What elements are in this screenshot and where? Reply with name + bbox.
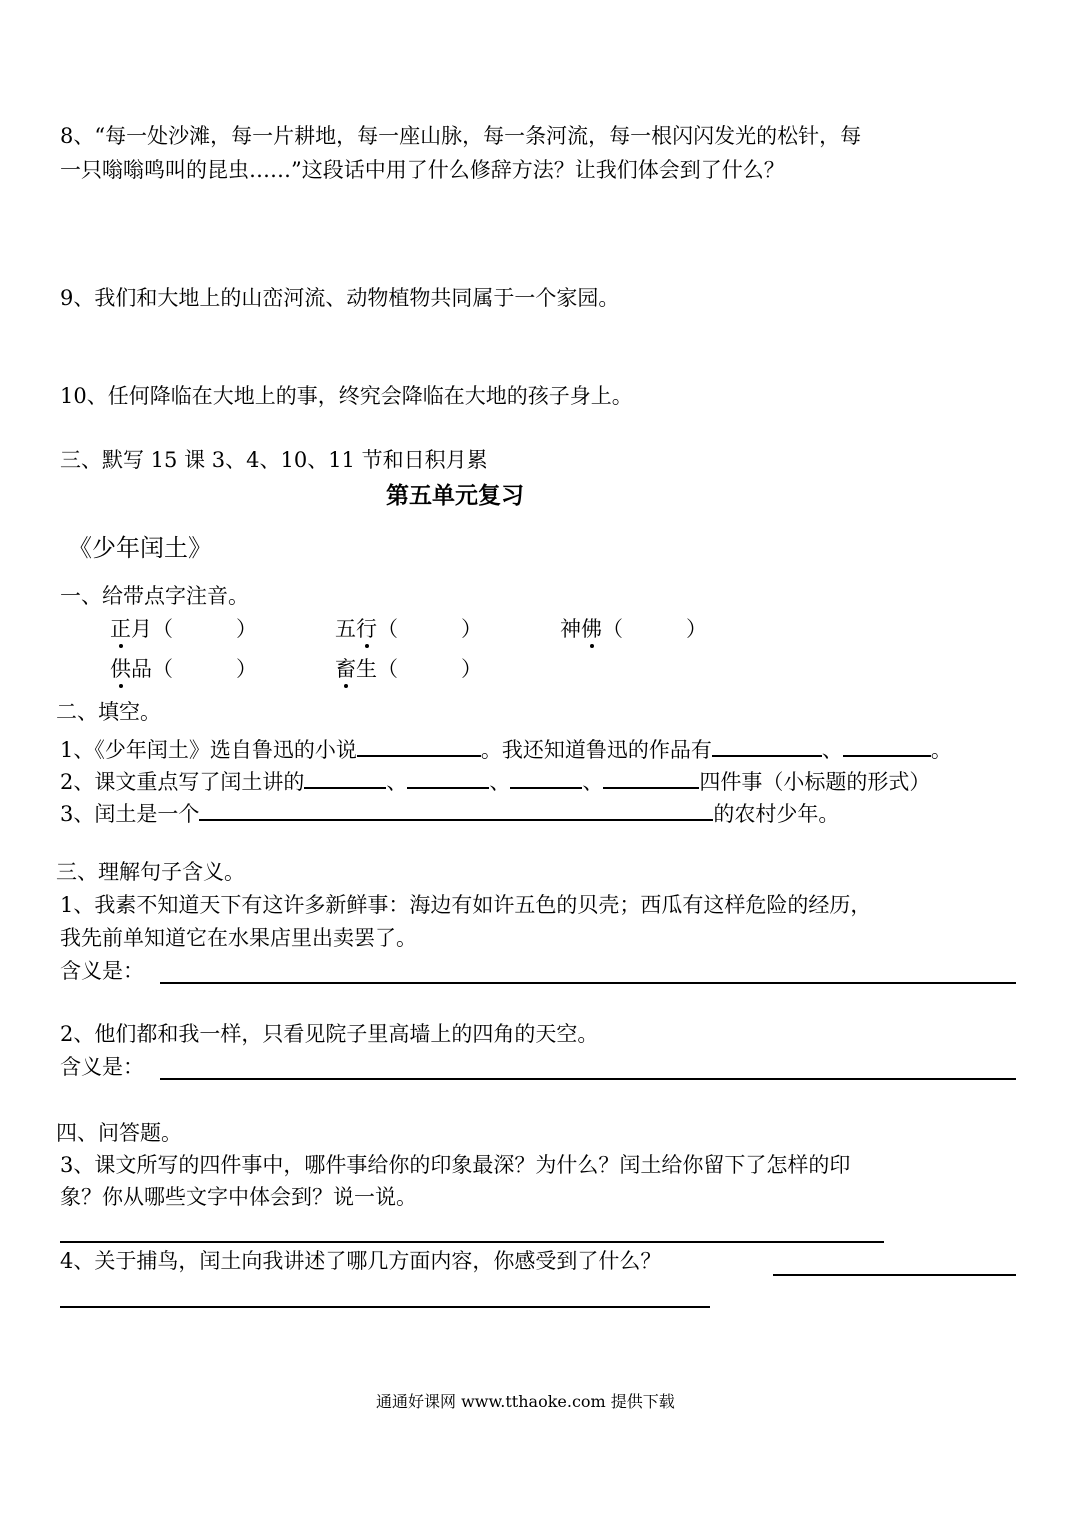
- sec3-heading: 三、理解句子含义。: [56, 860, 245, 884]
- pinyin-blank[interactable]: （ ）: [152, 617, 257, 641]
- dotted-char: 供: [110, 657, 131, 681]
- section3-dictation: 三、默写 15 课 3、4、10、11 节和日积月累: [60, 448, 488, 472]
- fill-blank[interactable]: [357, 733, 481, 757]
- answer-line[interactable]: [160, 1078, 1016, 1080]
- sec2-heading: 二、填空。: [56, 700, 161, 724]
- fill-q2: 2、课文重点写了闰土讲的 、 、 、 四件事（小标题的形式）: [60, 765, 930, 795]
- q9-text: 9、我们和大地上的山峦河流、动物植物共同属于一个家园。: [60, 286, 620, 310]
- sec3-q1-line1: 1、我素不知道天下有这许多新鲜事：海边有如许五色的贝壳；西瓜有这样危险的经历，: [60, 893, 872, 917]
- pinyin-blank[interactable]: （ ）: [377, 657, 482, 681]
- fill-blank[interactable]: [407, 765, 489, 789]
- answer-line[interactable]: [60, 1241, 884, 1243]
- dotted-char: 佛: [581, 617, 602, 641]
- pinyin-item: 五行（ ）: [335, 617, 482, 641]
- dotted-char: 行: [356, 617, 377, 641]
- q10-text: 10、任何降临在大地上的事，终究会降临在大地的孩子身上。: [60, 384, 633, 408]
- fill-blank[interactable]: [843, 733, 931, 757]
- sec4-q3-line1: 3、课文所写的四件事中，哪件事给你的印象最深？为什么？闰土给你留下了怎样的印: [60, 1153, 851, 1177]
- lesson-title: 《少年闰土》: [68, 534, 212, 562]
- fill-blank[interactable]: [510, 765, 582, 789]
- sec3-q1-line2: 我先前单知道它在水果店里出卖罢了。: [60, 926, 417, 950]
- pinyin-item: 神佛（ ）: [560, 617, 707, 641]
- pinyin-blank[interactable]: （ ）: [152, 657, 257, 681]
- q8-line1: 8、“每一处沙滩，每一片耕地，每一座山脉，每一条河流，每一根闪闪发光的松针，每: [60, 124, 862, 148]
- fill-blank[interactable]: [603, 765, 699, 789]
- sec4-q4: 4、关于捕鸟，闰土向我讲述了哪几方面内容，你感受到了什么？: [60, 1249, 662, 1273]
- pinyin-item: 正月（ ）: [110, 617, 257, 641]
- sec3-q2: 2、他们都和我一样，只看见院子里高墙上的四角的天空。: [60, 1022, 599, 1046]
- sec4-q3-line2: 象？你从哪些文字中体会到？说一说。: [60, 1185, 417, 1209]
- answer-line[interactable]: [160, 982, 1016, 984]
- answer-line[interactable]: [773, 1274, 1016, 1276]
- fill-q3: 3、闰土是一个 的农村少年。: [60, 797, 839, 827]
- sec1-heading: 一、给带点字注音。: [60, 584, 249, 608]
- answer-line[interactable]: [60, 1306, 710, 1308]
- dotted-char: 畜: [335, 657, 356, 681]
- sec4-heading: 四、问答题。: [56, 1121, 182, 1145]
- footer-text: 通通好课网 www.tthaoke.com 提供下载: [376, 1392, 675, 1411]
- fill-blank[interactable]: [304, 765, 386, 789]
- answer-label: 含义是：: [60, 1055, 144, 1079]
- unit-title: 第五单元复习: [386, 483, 524, 509]
- pinyin-item: 畜生（ ）: [335, 657, 482, 681]
- fill-q1: 1、《少年闰土》选自鲁迅的小说 。我还知道鲁迅的作品有 、 。: [60, 733, 952, 763]
- answer-label: 含义是：: [60, 959, 144, 983]
- fill-blank[interactable]: [199, 797, 713, 821]
- pinyin-blank[interactable]: （ ）: [377, 617, 482, 641]
- q8-line2: 一只嗡嗡鸣叫的昆虫……”这段话中用了什么修辞方法？让我们体会到了什么？: [60, 158, 785, 182]
- pinyin-blank[interactable]: （ ）: [602, 617, 707, 641]
- dotted-char: 正: [110, 617, 131, 641]
- fill-blank[interactable]: [712, 733, 822, 757]
- pinyin-item: 供品（ ）: [110, 657, 257, 681]
